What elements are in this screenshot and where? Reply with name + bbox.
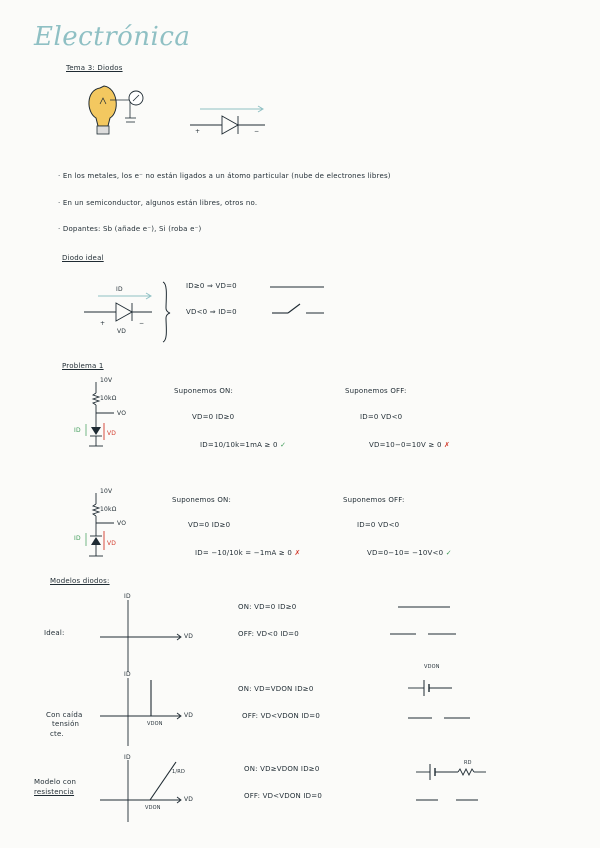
fuente-y-axis: ID <box>124 671 131 678</box>
p1-vd: VD <box>107 430 117 437</box>
p1-off-heading: Suponemos OFF: <box>345 387 407 395</box>
cross-icon: ✗ <box>444 441 451 449</box>
svg-text:−: − <box>254 128 260 135</box>
light-bulb-icon <box>89 86 116 134</box>
page-title: Electrónica <box>34 22 191 52</box>
p2-off-cond: ID=0 VD<0 <box>357 521 400 529</box>
svg-text:+: + <box>100 320 106 327</box>
ideal-heading: Diodo ideal <box>62 254 104 262</box>
ideal-diode-symbol <box>84 293 152 327</box>
ideal-y-axis: ID <box>124 593 131 600</box>
res-x-axis: VD <box>184 796 194 803</box>
res-on: ON: VD≥VDON ID≥0 <box>244 765 320 773</box>
p2-v-top: 10V <box>100 488 113 495</box>
graph-fuente <box>100 678 181 746</box>
p1-r: 10kΩ <box>100 395 117 402</box>
fuente-off: OFF: VD<VDON ID=0 <box>242 712 320 720</box>
ideal-x-axis: VD <box>184 633 194 640</box>
p1-v-top: 10V <box>100 377 113 384</box>
p1-on-heading: Suponemos ON: <box>174 387 234 395</box>
diode-symbol-header <box>190 106 265 135</box>
battery-resistor-icon <box>416 764 486 780</box>
p1-id: ID <box>74 427 81 434</box>
fuente-x-axis: VD <box>184 712 194 719</box>
fuente-label-2: tensión <box>52 720 80 728</box>
ideal-row-1: ID≥0 ⇒ VD=0 <box>186 282 237 290</box>
problem-heading: Problema 1 <box>62 362 104 370</box>
cross-icon: ✗ <box>294 549 301 557</box>
res-label-2: resistencia <box>34 788 75 796</box>
bullet-2: · En un semiconductor, algunos están libres, otros no. <box>58 199 258 207</box>
bullet-1: · En los metales, los e⁻ no están ligados a un átomo particular (nube de electrones libres) <box>58 172 391 180</box>
p1-off-result: VD=10−0=10V ≥ 0 ✗ <box>369 441 451 449</box>
p2-r: 10kΩ <box>100 506 117 513</box>
p1-on-cond: VD=0 ID≥0 <box>192 413 235 421</box>
fuente-v-label: VDON <box>147 721 163 727</box>
section-heading: Tema 3: Diodos <box>66 64 123 72</box>
p1-off-cond: ID=0 VD<0 <box>360 413 403 421</box>
res-y-axis: ID <box>124 754 131 761</box>
graph-ideal <box>100 600 181 672</box>
ideal-id-label: ID <box>116 286 123 293</box>
resistor-label: RD <box>464 760 472 766</box>
ideal-vd-label: VD <box>117 328 127 335</box>
p2-off-result: VD=0−10= −10V<0 ✓ <box>367 549 452 557</box>
p1-on-result: ID=10/10k=1mA ≥ 0 ✓ <box>200 441 287 449</box>
p2-id: ID <box>74 535 81 542</box>
battery-label: VDON <box>424 664 440 670</box>
bullet-3: · Dopantes: Sb (añade e⁻), Si (roba e⁻) <box>58 225 202 233</box>
svg-text:−: − <box>139 320 145 327</box>
fuente-label-1: Con caída <box>46 711 83 719</box>
p1-vo: VO <box>117 410 127 417</box>
ideal-model-label: Ideal: <box>44 629 65 637</box>
p2-on-cond: VD=0 ID≥0 <box>188 521 231 529</box>
p2-vd: VD <box>107 540 117 547</box>
p2-on-result: ID= −10/10k = −1mA ≥ 0 ✗ <box>195 549 301 557</box>
battery-icon <box>408 680 452 696</box>
check-icon: ✓ <box>280 441 287 449</box>
ideal-row-2: VD<0 ⇒ ID=0 <box>186 308 237 316</box>
res-label-1: Modelo con <box>34 778 77 786</box>
res-v-label: VDON <box>145 805 161 811</box>
p2-vo: VO <box>117 520 127 527</box>
p2-on-heading: Suponemos ON: <box>172 496 232 504</box>
ideal-off: OFF: VD<0 ID=0 <box>238 630 299 638</box>
fuente-on: ON: VD=VDON ID≥0 <box>238 685 314 693</box>
ideal-on: ON: VD=0 ID≥0 <box>238 603 297 611</box>
p2-off-heading: Suponemos OFF: <box>343 496 405 504</box>
graph-resistencia <box>100 760 181 822</box>
res-off: OFF: VD<VDON ID=0 <box>244 792 322 800</box>
meter-icon <box>129 91 143 105</box>
svg-text:+: + <box>195 128 201 135</box>
models-heading: Modelos diodos: <box>50 577 110 585</box>
check-icon: ✓ <box>445 549 452 557</box>
fuente-label-3: cte. <box>50 730 64 738</box>
res-slope-label: 1/RD <box>172 769 185 775</box>
